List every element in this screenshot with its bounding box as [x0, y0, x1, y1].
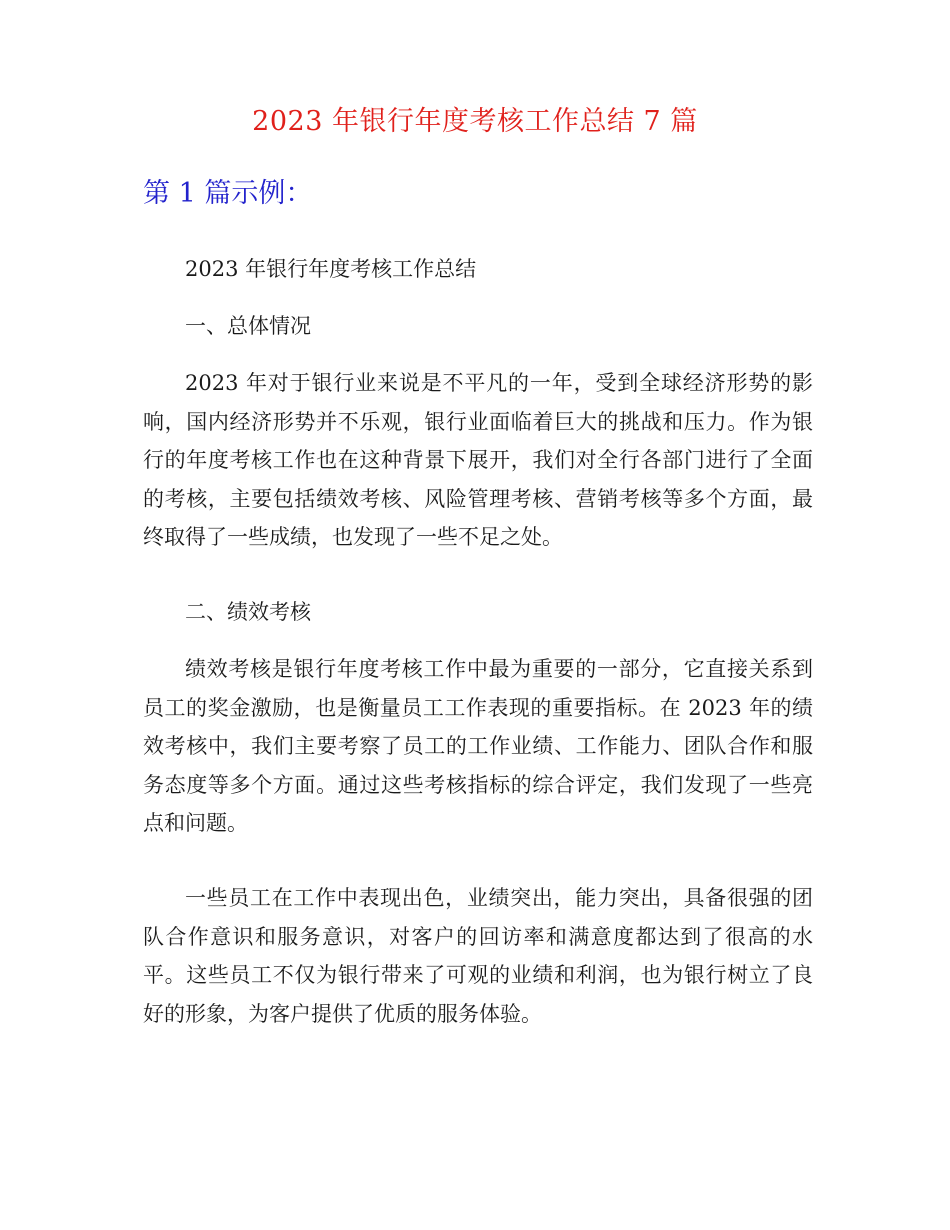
paragraph-subtitle: 2023 年银行年度考核工作总结	[185, 257, 477, 281]
paragraph-overview: 2023 年对于银行业来说是不平凡的一年，受到全球经济形势的影响，国内经济形势并不乐观，银行业面临着巨大的挑战和压力。作为银行的年度考核工作也在这种背景下展开，我们对全行各部门进行了全面的考核，主要包括绩效考核、风险管理考核、营销考核等多个方面，最终取得了一些成绩，也发现了一些不足之处。	[143, 371, 813, 549]
paragraph-outstanding-staff: 一些员工在工作中表现出色，业绩突出，能力突出，具备很强的团队合作意识和服务意识，对客户的回访率和满意度都达到了很高的水平。这些员工不仅为银行带来了可观的业绩和利润，也为银行树立了良好的形象，为客户提供了优质的服务体验。	[143, 886, 813, 1026]
paragraph-heading-overview: 一、总体情况	[185, 314, 311, 338]
paragraph-heading-performance: 二、绩效考核	[185, 600, 311, 624]
document-title: 2023 年银行年度考核工作总结 7 篇	[252, 106, 698, 137]
paragraph-performance: 绩效考核是银行年度考核工作中最为重要的一部分，它直接关系到员工的奖金激励，也是衡量员工工作表现的重要指标。在 2023 年的绩效考核中，我们主要考察了员工的工作业绩、工作能力、团队合作和服务态度等多个方面。通过这些考核指标的综合评定，我们发现了一些亮点和问题。	[143, 657, 813, 835]
section-heading: 第 1 篇示例：	[143, 178, 313, 209]
